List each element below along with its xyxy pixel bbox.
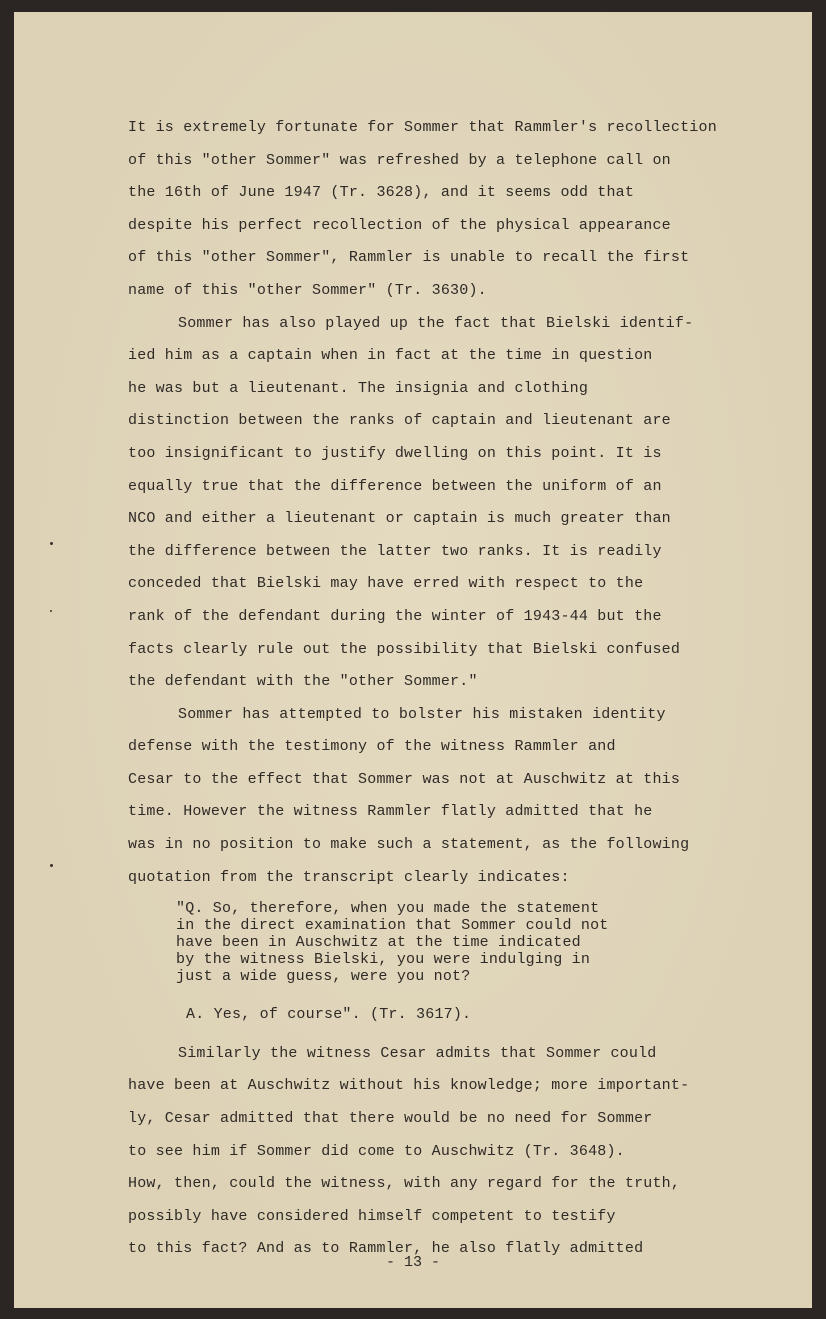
paragraph-4: Similarly the witness Cesar admits that Sommer could have been at Auschwitz without his knowledge; more important- ly, Cesar admitted that there would be no need for Sommer to see him if Sommer did come to Auschwitz (Tr. 3648). How, then, could the witness, with any regard for the truth, possibly have considered himself competent to testify to this fact? And as to Rammler, he also flatly admitted (128, 1044, 690, 1258)
paper-speck (50, 542, 53, 545)
paragraph-3: Sommer has attempted to bolster his mistaken identity defense with the testimony of the witness Rammler and Cesar to the effect that Sommer was not at Auschwitz at this time. However the witness Rammler flatly admitted that he was in no position to make such a statement, as the following quotation from the transcript clearly indicates: (128, 705, 690, 886)
paper-speck (50, 864, 53, 867)
paragraph-2: Sommer has also played up the fact that Bielski identif- ied him as a captain when in fact at the time in question he was but a lieutenant. The insignia and clothing distinction between the ranks of captain and lieutenant are too insignificant to justify dwelling on this point. It is equally true that the difference between the uniform of an NCO and either a lieutenant or captain is much greater than the difference between the latter two ranks. It is readily conceded that Bielski may have erred with respect to the rank of the defendant during the winter of 1943-44 but the facts clearly rule out the possibility that Bielski confused the defendant with the "other Sommer." (128, 314, 694, 691)
transcript-quote: "Q. So, therefore, when you made the statement in the direct examination that Sommer could not have been in Auschwitz at the time indicated by the witness Bielski, you were indulging in just a wide guess, were you not? (176, 900, 609, 986)
paper-speck (50, 610, 52, 612)
paragraph-1: It is extremely fortunate for Sommer that Rammler's recollection of this "other Sommer" was refreshed by a telephone call on the 16th of June 1947 (Tr. 3628), and it seems odd that despite his perfect recollection of the physical appearance of this "other Sommer", Rammler is unable to recall the first name of this "other Sommer" (Tr. 3630). (128, 119, 717, 299)
document-body (128, 112, 778, 1266)
page-number: - 13 - (385, 1254, 440, 1271)
transcript-answer: A. Yes, of course". (Tr. 3617). (186, 1006, 472, 1024)
